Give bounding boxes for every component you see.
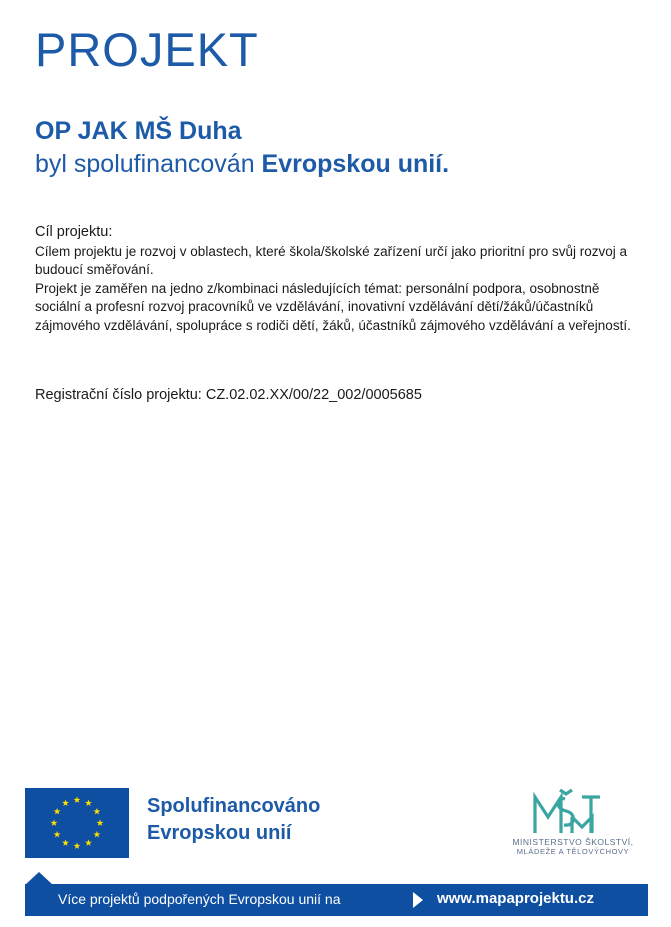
goal-paragraph-2: Projekt je zaměřen na jedno z/kombinaci následujících témat: personální podpora, osobnostně sociální a profesní rozvoj pracovníků ve vzdělávání, inovativní vzdělávání dětí/žáků/účastníků zájmového vzdělávání, spolupráce s rodiči dětí, žáků, účastníků zájmového vzdělávání a veřejností.: [35, 280, 631, 333]
eu-star-icon: [62, 839, 69, 846]
registration-number: Registrační číslo projektu: CZ.02.02.XX/00/22_002/0005685: [35, 387, 422, 403]
goal-paragraph-1: Cílem projektu je rozvoj v oblastech, které škola/školské zařízení určí jako prioritní pro svůj rozvoj a budoucí směřování.: [35, 243, 627, 277]
eu-star-icon: [54, 831, 61, 838]
funding-statement-emphasis: Evropskou unií.: [261, 150, 450, 178]
eu-stars: [25, 788, 129, 858]
eu-star-icon: [51, 819, 58, 826]
mapaprojektu-link[interactable]: www.mapaprojektu.cz: [437, 890, 594, 907]
goal-label: Cíl projektu:: [35, 224, 113, 240]
eu-star-icon: [54, 808, 61, 815]
eu-cofunding-line-2: Evropskou unií: [147, 822, 292, 844]
bottom-bar-text: Více projektů podpořených Evropskou unií na: [58, 891, 341, 907]
eu-star-icon: [93, 808, 100, 815]
eu-star-icon: [85, 839, 92, 846]
project-name: OP JAK MŠ Duha: [35, 117, 242, 145]
eu-star-icon: [85, 799, 92, 806]
funding-statement: [35, 147, 449, 181]
msmt-logo: [497, 787, 649, 859]
msmt-name-line-1: MINISTERSTVO ŠKOLSTVÍ,: [512, 837, 634, 847]
project-goal: [35, 223, 635, 335]
eu-star-icon: [74, 842, 81, 849]
eu-cofunding-text: [147, 793, 320, 847]
eu-star-icon: [62, 799, 69, 806]
msmt-name-line-2: MLÁDEŽE A TĚLOVÝCHOVY: [516, 847, 630, 856]
eu-star-icon: [93, 831, 100, 838]
eu-star-icon: [74, 796, 81, 803]
eu-flag-icon: [25, 788, 129, 858]
msmt-monogram-icon: [532, 787, 602, 834]
eu-cofunding-line-1: Spolufinancováno: [147, 795, 321, 817]
eu-star-icon: [97, 819, 104, 826]
funding-statement-text: byl spolufinancován: [35, 150, 262, 178]
project-title-block: [35, 116, 449, 181]
page-heading: PROJEKT: [35, 23, 259, 76]
play-arrow-icon: [413, 892, 423, 908]
bottom-bar: [25, 884, 648, 916]
